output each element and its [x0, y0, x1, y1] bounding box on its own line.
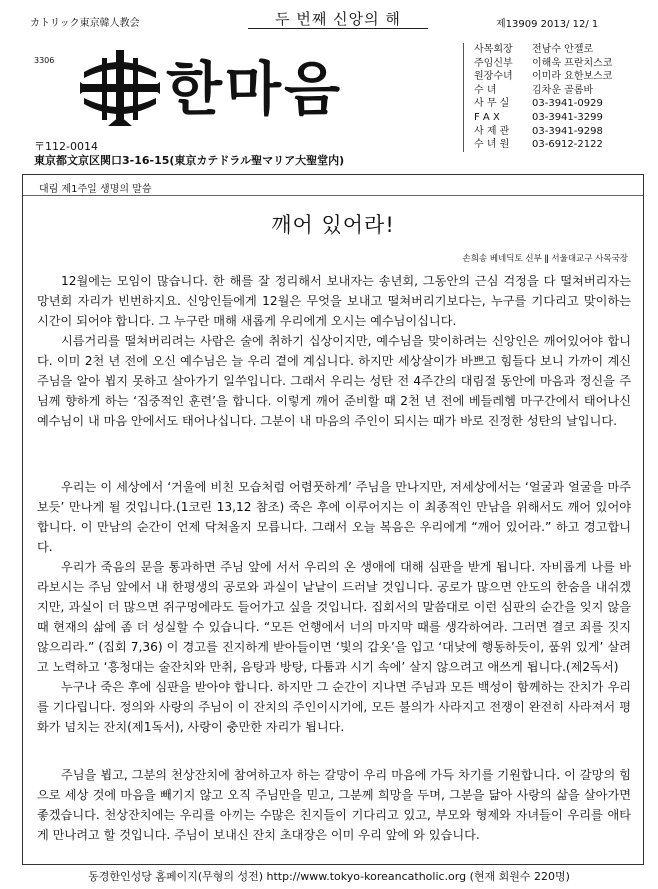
masthead [8, 34, 650, 174]
info-row [474, 138, 653, 152]
info-value: 이미라 요한보스코 [532, 71, 613, 83]
church-name: カトリック東京韓人教会 [30, 18, 140, 29]
info-label: 수 녀 원 [474, 139, 510, 151]
info-value: 03-6912-2122 [532, 139, 603, 151]
church-logo-icon [78, 48, 162, 128]
article-headline: 깨어 있어라! [271, 213, 395, 237]
article-paragraph: 우리는 이 세상에서 ‘거울에 비친 모습처럼 어렴풋하게’ 주님을 만나지만, 저세상에서는 ‘얼굴과 얼굴을 마주보듯’ 만나게 될 것입니다.(1코린 13,12 참조) 죽은 후에 이루어지는 이 최종적인 만남을 위해서도 깨어 있어야 합니다. 이 만남의 순간이 언제 닥쳐올지 모릅니다. 그래서 오늘 복음은 우리에게 “깨어 있어라.” 하고 경고합니다. [37, 480, 631, 554]
info-row [474, 70, 653, 84]
issue-info: 제13909 2013/ 12/ 1 [496, 19, 599, 30]
article-body-2 [37, 477, 631, 737]
article-paragraph: 12월에는 모임이 많습니다. 한 해를 잘 정리해서 보내자는 송년회, 그동안의 근심 걱정을 다 떨쳐버리자는 망년회 자리가 빈번하지요. 신앙인들에게 12월은 무엇을 보내고 떨쳐버리기보다는, 누구를 기다리고 맞이하는 시간이 되어야 합니다. 그 누구란 매해 새롭게 우리에게 오시는 예수님이십니다. [37, 274, 631, 328]
article-paragraph: 누구나 죽은 후에 심판을 받아야 합니다. 하지만 그 순간이 지나면 주님과 모든 백성이 함께하는 잔치가 우리를 기다립니다. 정의와 사랑의 주님이 이 잔치의 주인이시기에, 모든 불의가 사라지고 전쟁이 완전히 사라져서 평화가 넘치는 잔치(제1독서), 사랑이 충만한 자리가 됩니다. [37, 680, 631, 734]
info-row [474, 43, 653, 57]
article-body-1 [37, 271, 631, 431]
contact-info [463, 43, 653, 152]
slogan-underline [248, 28, 428, 29]
info-label: 원장수녀 [474, 71, 513, 83]
article-body-3 [37, 765, 631, 845]
info-value: 이해욱 프란치스코 [532, 57, 613, 69]
info-label: 사목회장 [474, 44, 513, 55]
masthead-number: 3306 [34, 56, 55, 65]
info-row [474, 125, 653, 139]
article-frame [22, 174, 644, 865]
article-byline: 손희송 베네딕토 신부 ǁ 서울대교구 사목국장 [462, 254, 628, 264]
year-slogan: 두 번째 신앙의 해 [275, 10, 401, 28]
info-label: 수 녀 [474, 84, 497, 96]
info-value: 03-3941-0929 [532, 98, 603, 110]
info-row [474, 111, 653, 125]
section-divider [23, 195, 643, 196]
info-label: F A X [474, 111, 500, 123]
top-bar [8, 4, 650, 32]
info-value: 전남수 안젤로 [532, 44, 594, 55]
article-paragraph: 우리가 죽음의 문을 통과하면 주님 앞에 서서 우리의 온 생애에 대해 심판을 받게 됩니다. 자비롭게 나를 바라보시는 주님 앞에서 내 한평생의 공로와 과실이 낱낱이 드러날 것입니다. 공로가 많으면 안도의 한숨을 내쉬겠지만, 과실이 더 많으면 쥐구멍에라도 들어가고 싶을 것입니다. 집회서의 말씀대로 이런 심판의 순간을 잊지 않을 때 현재의 삶에 좀 더 성실할 수 있습니다. “모든 언행에서 너의 마지막 때를 생각하여라. 그러면 결코 죄를 짓지 않으리라.” (집회 7,36) 이 경고를 진지하게 받아들이면 ‘빛의 갑옷’을 입고 ‘대낮에 행동하듯이, 품위 있게’ 살려고 노력하고 ‘흥청대는 술잔치와 만취, 음탕과 방탕, 다툼과 시기 속에’ 살지 않으려고 애쓰게 됩니다.(제2독서) [37, 560, 631, 674]
church-address: 東京都文京区関口3-16-15(東京カテドラル聖マリア大聖堂内) [34, 154, 345, 167]
info-value: 03-3941-9298 [532, 125, 603, 137]
info-label: 사 무 실 [474, 98, 510, 110]
info-row [474, 97, 653, 111]
article-paragraph: 주님을 뵙고, 그분의 천상잔치에 참여하고자 하는 갈망이 우리 마음에 가득 차기를 기원합니다. 이 갈망의 힘으로 세상 것에 마음을 빼기지 않고 오직 주님만을 믿고, 그분께 희망을 두며, 그분을 닮아 사랑의 삶을 살아가면 좋겠습니다. 천상잔치에는 우리를 아끼는 수많은 친지들이 기다리고 있고, 부모와 형제와 자녀들이 우리를 애타게 만나려고 할 것입니다. 주님이 보내신 잔치 초대장은 이미 우리 앞에 와 있습니다. [37, 768, 631, 842]
info-value: 03-3941-3299 [532, 111, 603, 123]
info-row [474, 57, 653, 71]
article-section-label: 대림 제1주일 생명의 말씀 [39, 184, 152, 195]
info-label: 주임신부 [474, 57, 513, 69]
postal-code: 〒112-0014 [34, 140, 98, 153]
info-label: 사 제 관 [474, 125, 510, 137]
newsletter-title: 한마음 [166, 55, 344, 123]
homepage-footer: 동경한인성당 홈페이지(무형의 성전) http://www.tokyo-koreancatholic.org (현재 회원수 220명) [88, 870, 570, 883]
info-value: 김차운 골롬바 [532, 84, 594, 96]
article-paragraph: 시름거리를 떨쳐버리려는 사람은 술에 취하기 십상이지만, 예수님을 맞이하려는 신앙인은 깨어있어야 합니다. 이미 2천 년 전에 오신 예수님은 늘 우리 곁에 계십니다. 하지만 세상살이가 바쁘고 힘들다 보니 가까이 계신 주님을 알아 뵙지 못하고 살아가기 일쑤입니다. 그래서 우리는 성탄 전 4주간의 대림절 동안에 마음과 정신을 주님께 향하게 하는 ‘집중적인 훈련’을 합니다. 이렇게 깨어 준비할 때 2천 년 전에 베들레헴 마구간에서 태어나신 예수님이 내 마음 안에서도 태어나십니다. 그분이 내 마음의 주인이 되시는 때가 바로 진정한 성탄의 날입니다. [37, 334, 631, 428]
info-row [474, 84, 653, 98]
